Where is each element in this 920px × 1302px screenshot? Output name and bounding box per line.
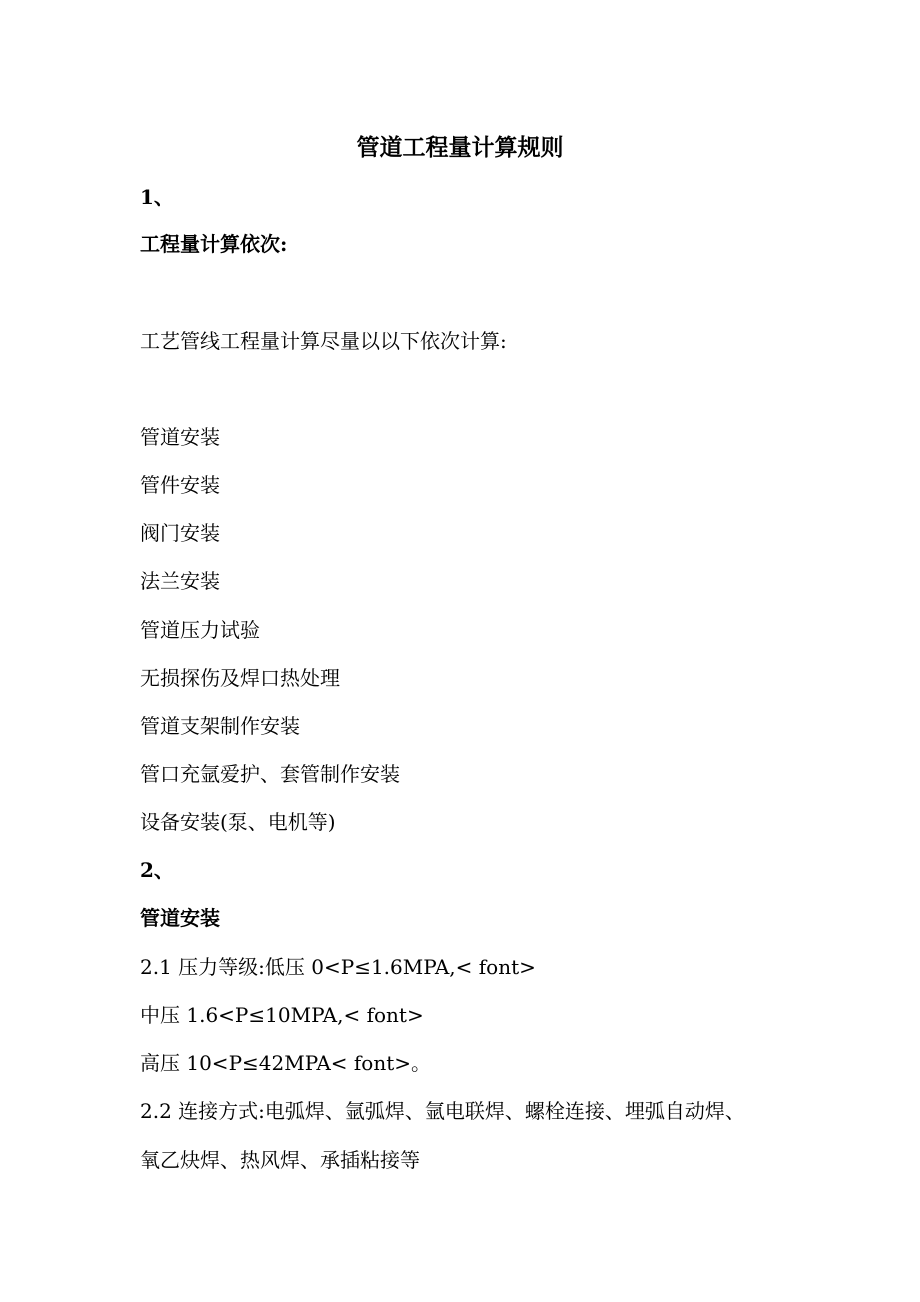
- document-title: 管道工程量计算规则: [356, 134, 564, 161]
- section-2-heading: 管道安装: [140, 906, 220, 930]
- list-item: 管口充氩爱护、套管制作安装: [140, 762, 400, 786]
- list-item: 法兰安装: [140, 569, 220, 593]
- paragraph-line: 氧乙炔焊、热风焊、承插粘接等: [140, 1148, 420, 1172]
- paragraph-line: 2.2 连接方式:电弧焊、氩弧焊、氩电联焊、螺栓连接、埋弧自动焊、: [140, 1099, 745, 1123]
- paragraph-line: 中压 1.6<P≤10MPA,< font>: [140, 1003, 424, 1027]
- paragraph-line: 高压 10<P≤42MPA< font>。: [140, 1051, 432, 1075]
- section-1-heading: 工程量计算依次:: [140, 232, 288, 256]
- paragraph-line: 2.1 压力等级:低压 0<P≤1.6MPA,< font>: [140, 955, 536, 979]
- section-1-intro: 工艺管线工程量计算尽量以以下依次计算:: [140, 329, 507, 353]
- list-item: 无损探伤及焊口热处理: [140, 666, 340, 690]
- list-item: 管件安装: [140, 473, 220, 497]
- list-item: 设备安装(泵、电机等): [140, 810, 336, 834]
- list-item: 管道支架制作安装: [140, 714, 300, 738]
- list-item: 管道安装: [140, 425, 220, 449]
- list-item: 管道压力试验: [140, 618, 260, 642]
- list-item: 阀门安装: [140, 521, 220, 545]
- section-2-number: 2、: [140, 858, 174, 882]
- section-1-number: 1、: [140, 185, 174, 209]
